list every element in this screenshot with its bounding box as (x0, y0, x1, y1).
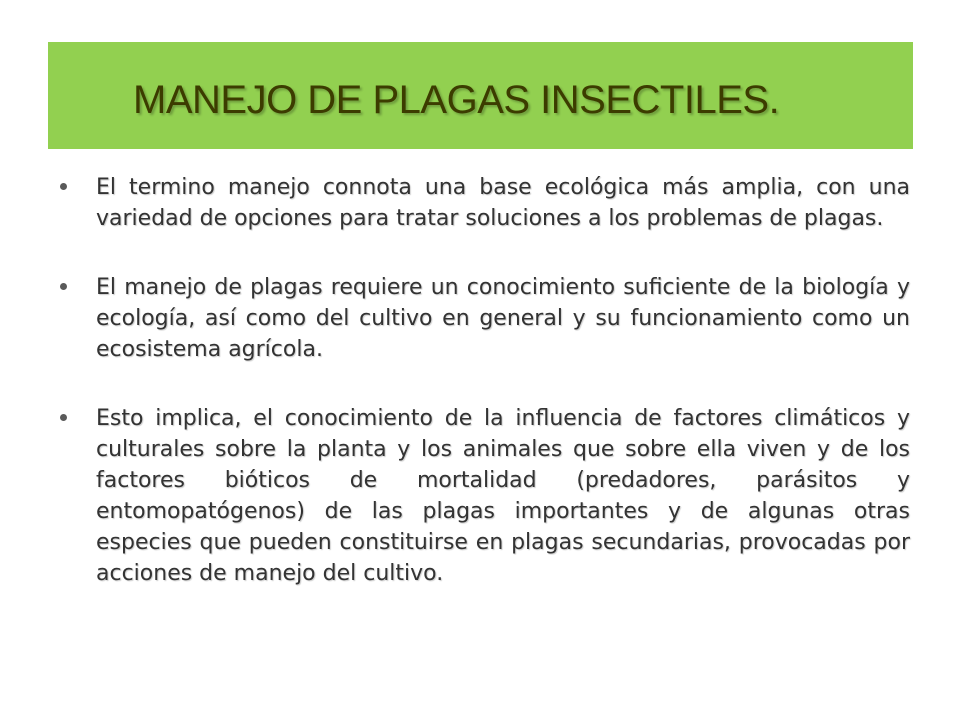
bullet-dot-icon (60, 414, 67, 421)
title-bar (48, 42, 913, 149)
bullet-dot-icon (60, 283, 67, 290)
slide-title: MANEJO DE PLAGAS INSECTILES. (133, 78, 780, 122)
bullet-item (60, 172, 910, 234)
bullet-item (60, 403, 910, 589)
bullet-text: Esto implica, el conocimiento de la influencia de factores climáticos y culturales sobre la planta y los animales que sobre ella viven y de los factores bióticos de mortalidad (predadores, parásitos y entomopatógenos) de las plagas importantes y de algunas otras especies que pueden constituirse en plagas secundarias, provocadas por acciones de manejo del cultivo. (96, 406, 910, 586)
bullet-list (60, 172, 910, 627)
bullet-text: El manejo de plagas requiere un conocimiento suficiente de la biología y ecología, así como del cultivo en general y su funcionamiento como un ecosistema agrícola. (96, 275, 910, 362)
bullet-item (60, 272, 910, 365)
bullet-dot-icon (60, 183, 67, 190)
bullet-text: El termino manejo connota una base ecológica más amplia, con una variedad de opciones para tratar soluciones a los problemas de plagas. (96, 175, 910, 231)
